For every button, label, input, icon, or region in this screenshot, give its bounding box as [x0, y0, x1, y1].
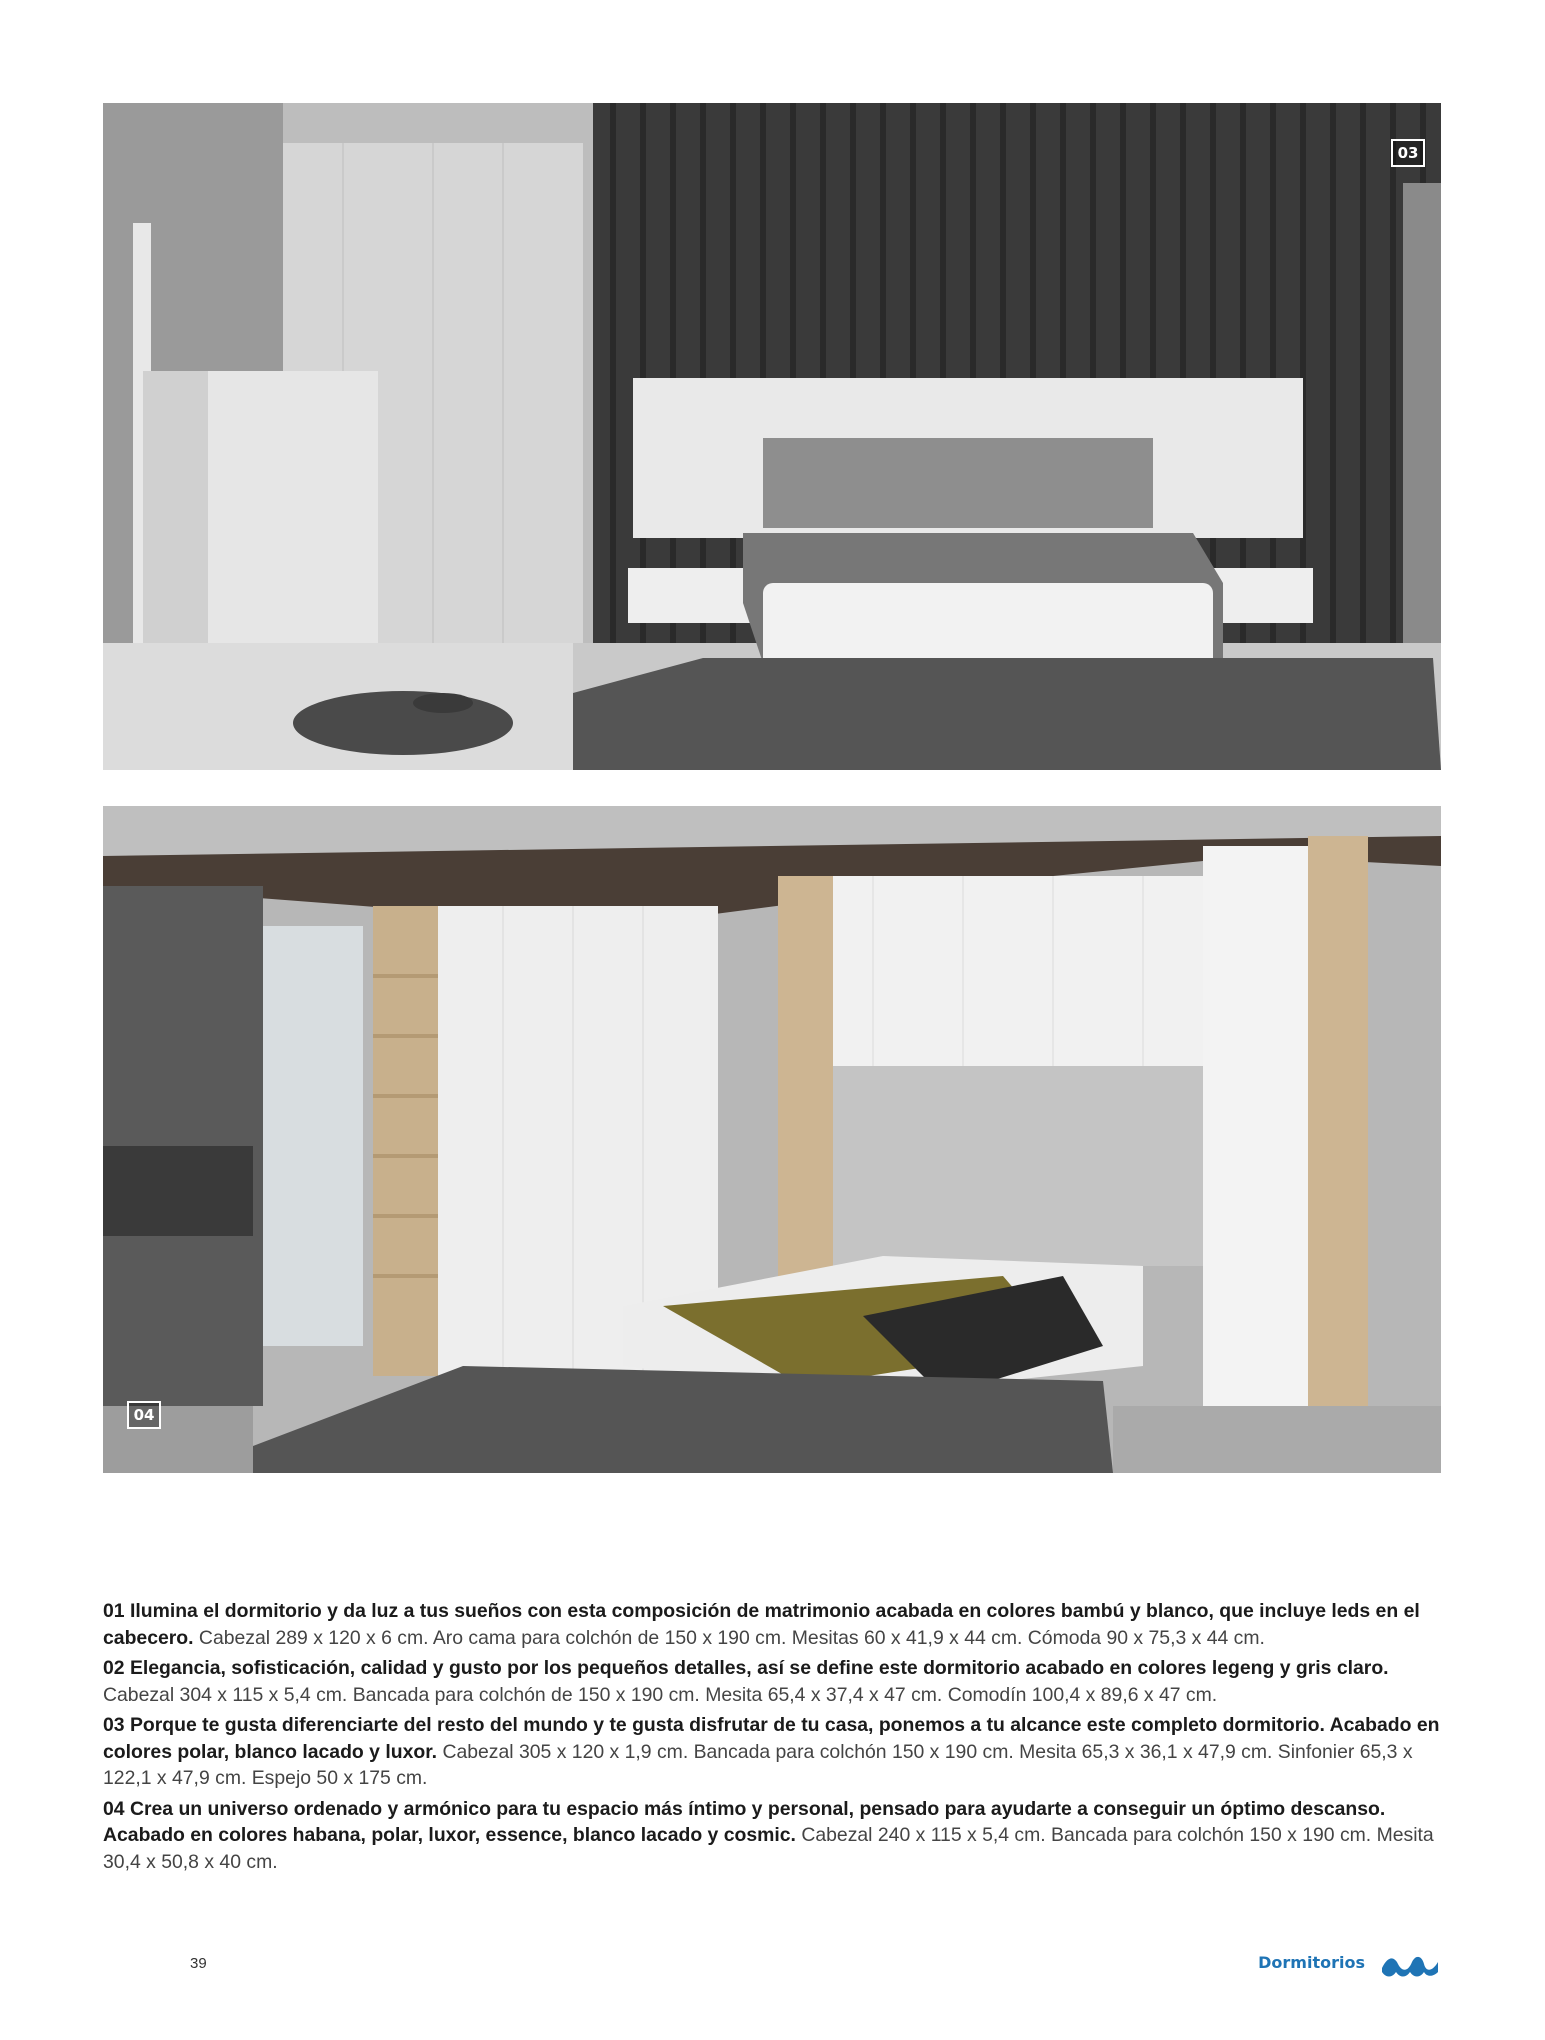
caption-02: [103, 1655, 1443, 1708]
product-descriptions: [103, 1598, 1443, 1879]
bedroom-photo-03-illustration: [103, 103, 1441, 770]
caption-lead: 02 Elegancia, sofisticación, calidad y gusto por los pequeños detalles, así se define este dormitorio acabado en colores legeng y gris claro.: [103, 1657, 1389, 1679]
photo-number-badge: 03: [1391, 139, 1425, 167]
bedroom-photo-03: [103, 103, 1441, 770]
caption-lead: 01 Ilumina el dormitorio y da luz a tus sueños con esta composición de matrimonio acabada en colores bambú y blanco, que incluye leds en el cabecero.: [103, 1600, 1420, 1649]
section-title: Dormitorios: [1258, 1953, 1365, 1972]
caption-04: [103, 1796, 1443, 1876]
caption-lead: 04 Crea un universo ordenado y armónico para tu espacio más íntimo y personal, pensado para ayudarte a conseguir un óptimo descanso. Acabado en colores habana, polar, luxor, essence, blanco lacado y cosmic.: [103, 1797, 1386, 1846]
caption-spec: Cabezal 305 x 120 x 1,9 cm. Bancada para colchón 150 x 190 cm. Mesita 65,3 x 36,1 x 47,9 cm. Sinfonier 65,3 x 122,1 x 47,9 cm. Espejo 50 x 175 cm.: [103, 1740, 1413, 1789]
bedroom-photo-04-illustration: [103, 806, 1441, 1473]
photo-number-badge: 04: [127, 1401, 161, 1429]
caption-03: [103, 1712, 1443, 1792]
caption-spec: Cabezal 289 x 120 x 6 cm. Aro cama para colchón de 150 x 190 cm. Mesitas 60 x 41,9 x 44 cm. Cómoda 90 x 75,3 x 44 cm.: [193, 1626, 1265, 1649]
caption-01: [103, 1598, 1443, 1651]
caption-spec: Cabezal 240 x 115 x 5,4 cm. Bancada para colchón 150 x 190 cm. Mesita 30,4 x 50,8 x 40 cm.: [103, 1824, 1434, 1873]
caption-lead: 03 Porque te gusta diferenciarte del resto del mundo y te gusta disfrutar de tu casa, ponemos a tu alcance este completo dormitorio. Acabado en colores polar, blanco lacado y luxor.: [103, 1714, 1440, 1763]
wave-logo-icon: [1380, 1950, 1440, 1978]
caption-spec: Cabezal 304 x 115 x 5,4 cm. Bancada para colchón de 150 x 190 cm. Mesita 65,4 x 37,4 x 47 cm. Comodín 100,4 x 89,6 x 47 cm.: [103, 1683, 1218, 1706]
page-number: 39: [190, 1955, 207, 1972]
bedroom-photo-04: [103, 806, 1441, 1473]
